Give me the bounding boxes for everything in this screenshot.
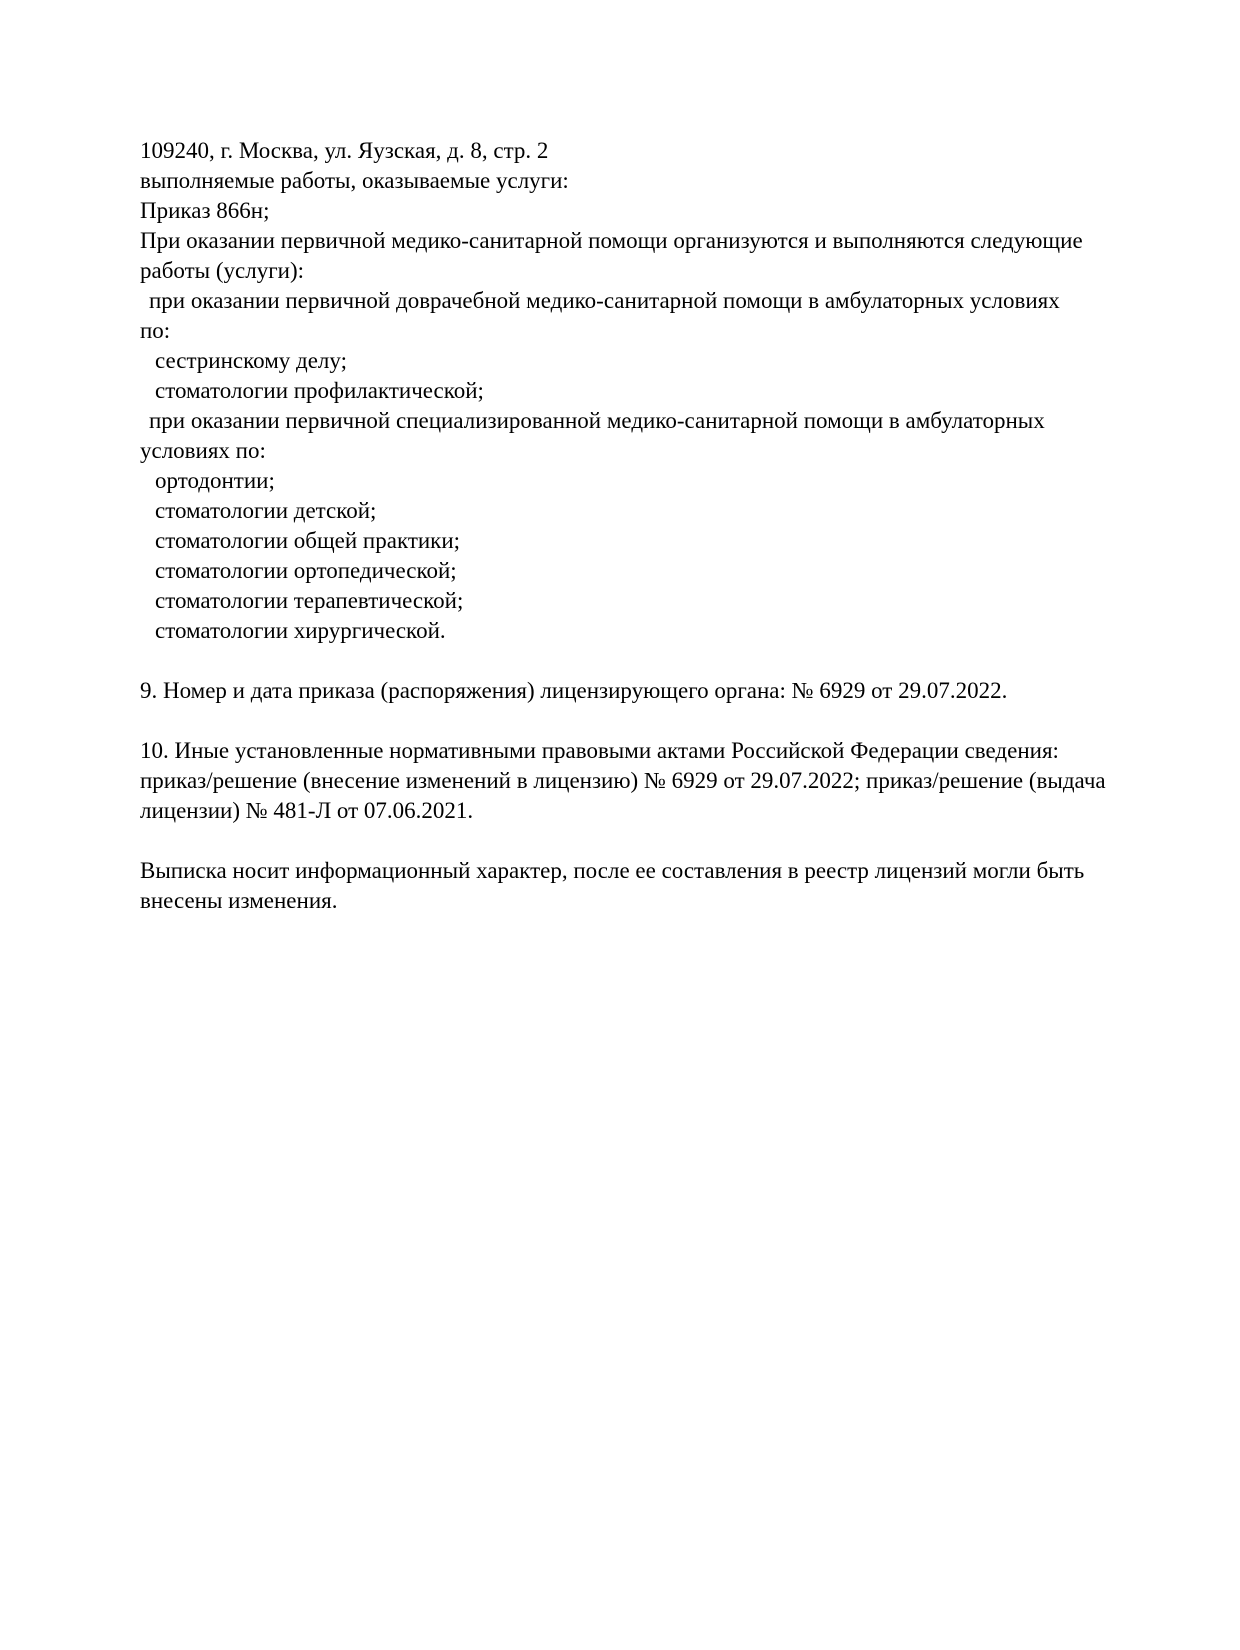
order-866n-line: Приказ 866н;: [140, 198, 270, 223]
text-line: по:: [140, 318, 171, 343]
service-item: стоматологии терапевтической;: [155, 588, 464, 613]
text-line: условиях по:: [140, 438, 266, 463]
paragraph-item-9: [140, 676, 1130, 706]
paragraph-address-and-services: [140, 136, 1130, 646]
text-line: работы (услуги):: [140, 258, 304, 283]
service-item: стоматологии общей практики;: [155, 528, 461, 553]
address-line: 109240, г. Москва, ул. Яузская, д. 8, стр. 2: [140, 138, 549, 163]
service-item: ортодонтии;: [155, 468, 275, 493]
works-services-label: выполняемые работы, оказываемые услуги:: [140, 168, 569, 193]
item-10-line: приказ/решение (внесение изменений в лицензию) № 6929 от 29.07.2022; приказ/решение (выдача: [140, 768, 1106, 793]
text-line: при оказании первичной специализированной медико-санитарной помощи в амбулаторных: [149, 408, 1045, 433]
service-item: стоматологии хирургической.: [155, 618, 446, 643]
item-9-line: 9. Номер и дата приказа (распоряжения) лицензирующего органа: № 6929 от 29.07.2022.: [140, 678, 1008, 703]
disclaimer-line: Выписка носит информационный характер, после ее составления в реестр лицензий могли быть: [140, 858, 1085, 883]
service-item: стоматологии ортопедической;: [155, 558, 457, 583]
item-10-line: лицензии) № 481-Л от 07.06.2021.: [140, 798, 474, 823]
disclaimer-line: внесены изменения.: [140, 888, 338, 913]
service-item: стоматологии детской;: [155, 498, 377, 523]
paragraph-item-10: [140, 736, 1130, 826]
item-10-line: 10. Иные установленные нормативными правовыми актами Российской Федерации сведения:: [140, 738, 1059, 763]
license-extract-text: [140, 136, 1130, 916]
text-line: При оказании первичной медико-санитарной помощи организуются и выполняются следующие: [140, 228, 1083, 253]
service-item: стоматологии профилактической;: [155, 378, 484, 403]
paragraph-disclaimer: [140, 856, 1130, 916]
service-item: сестринскому делу;: [155, 348, 347, 373]
text-line: при оказании первичной доврачебной медико-санитарной помощи в амбулаторных условиях: [149, 288, 1060, 313]
